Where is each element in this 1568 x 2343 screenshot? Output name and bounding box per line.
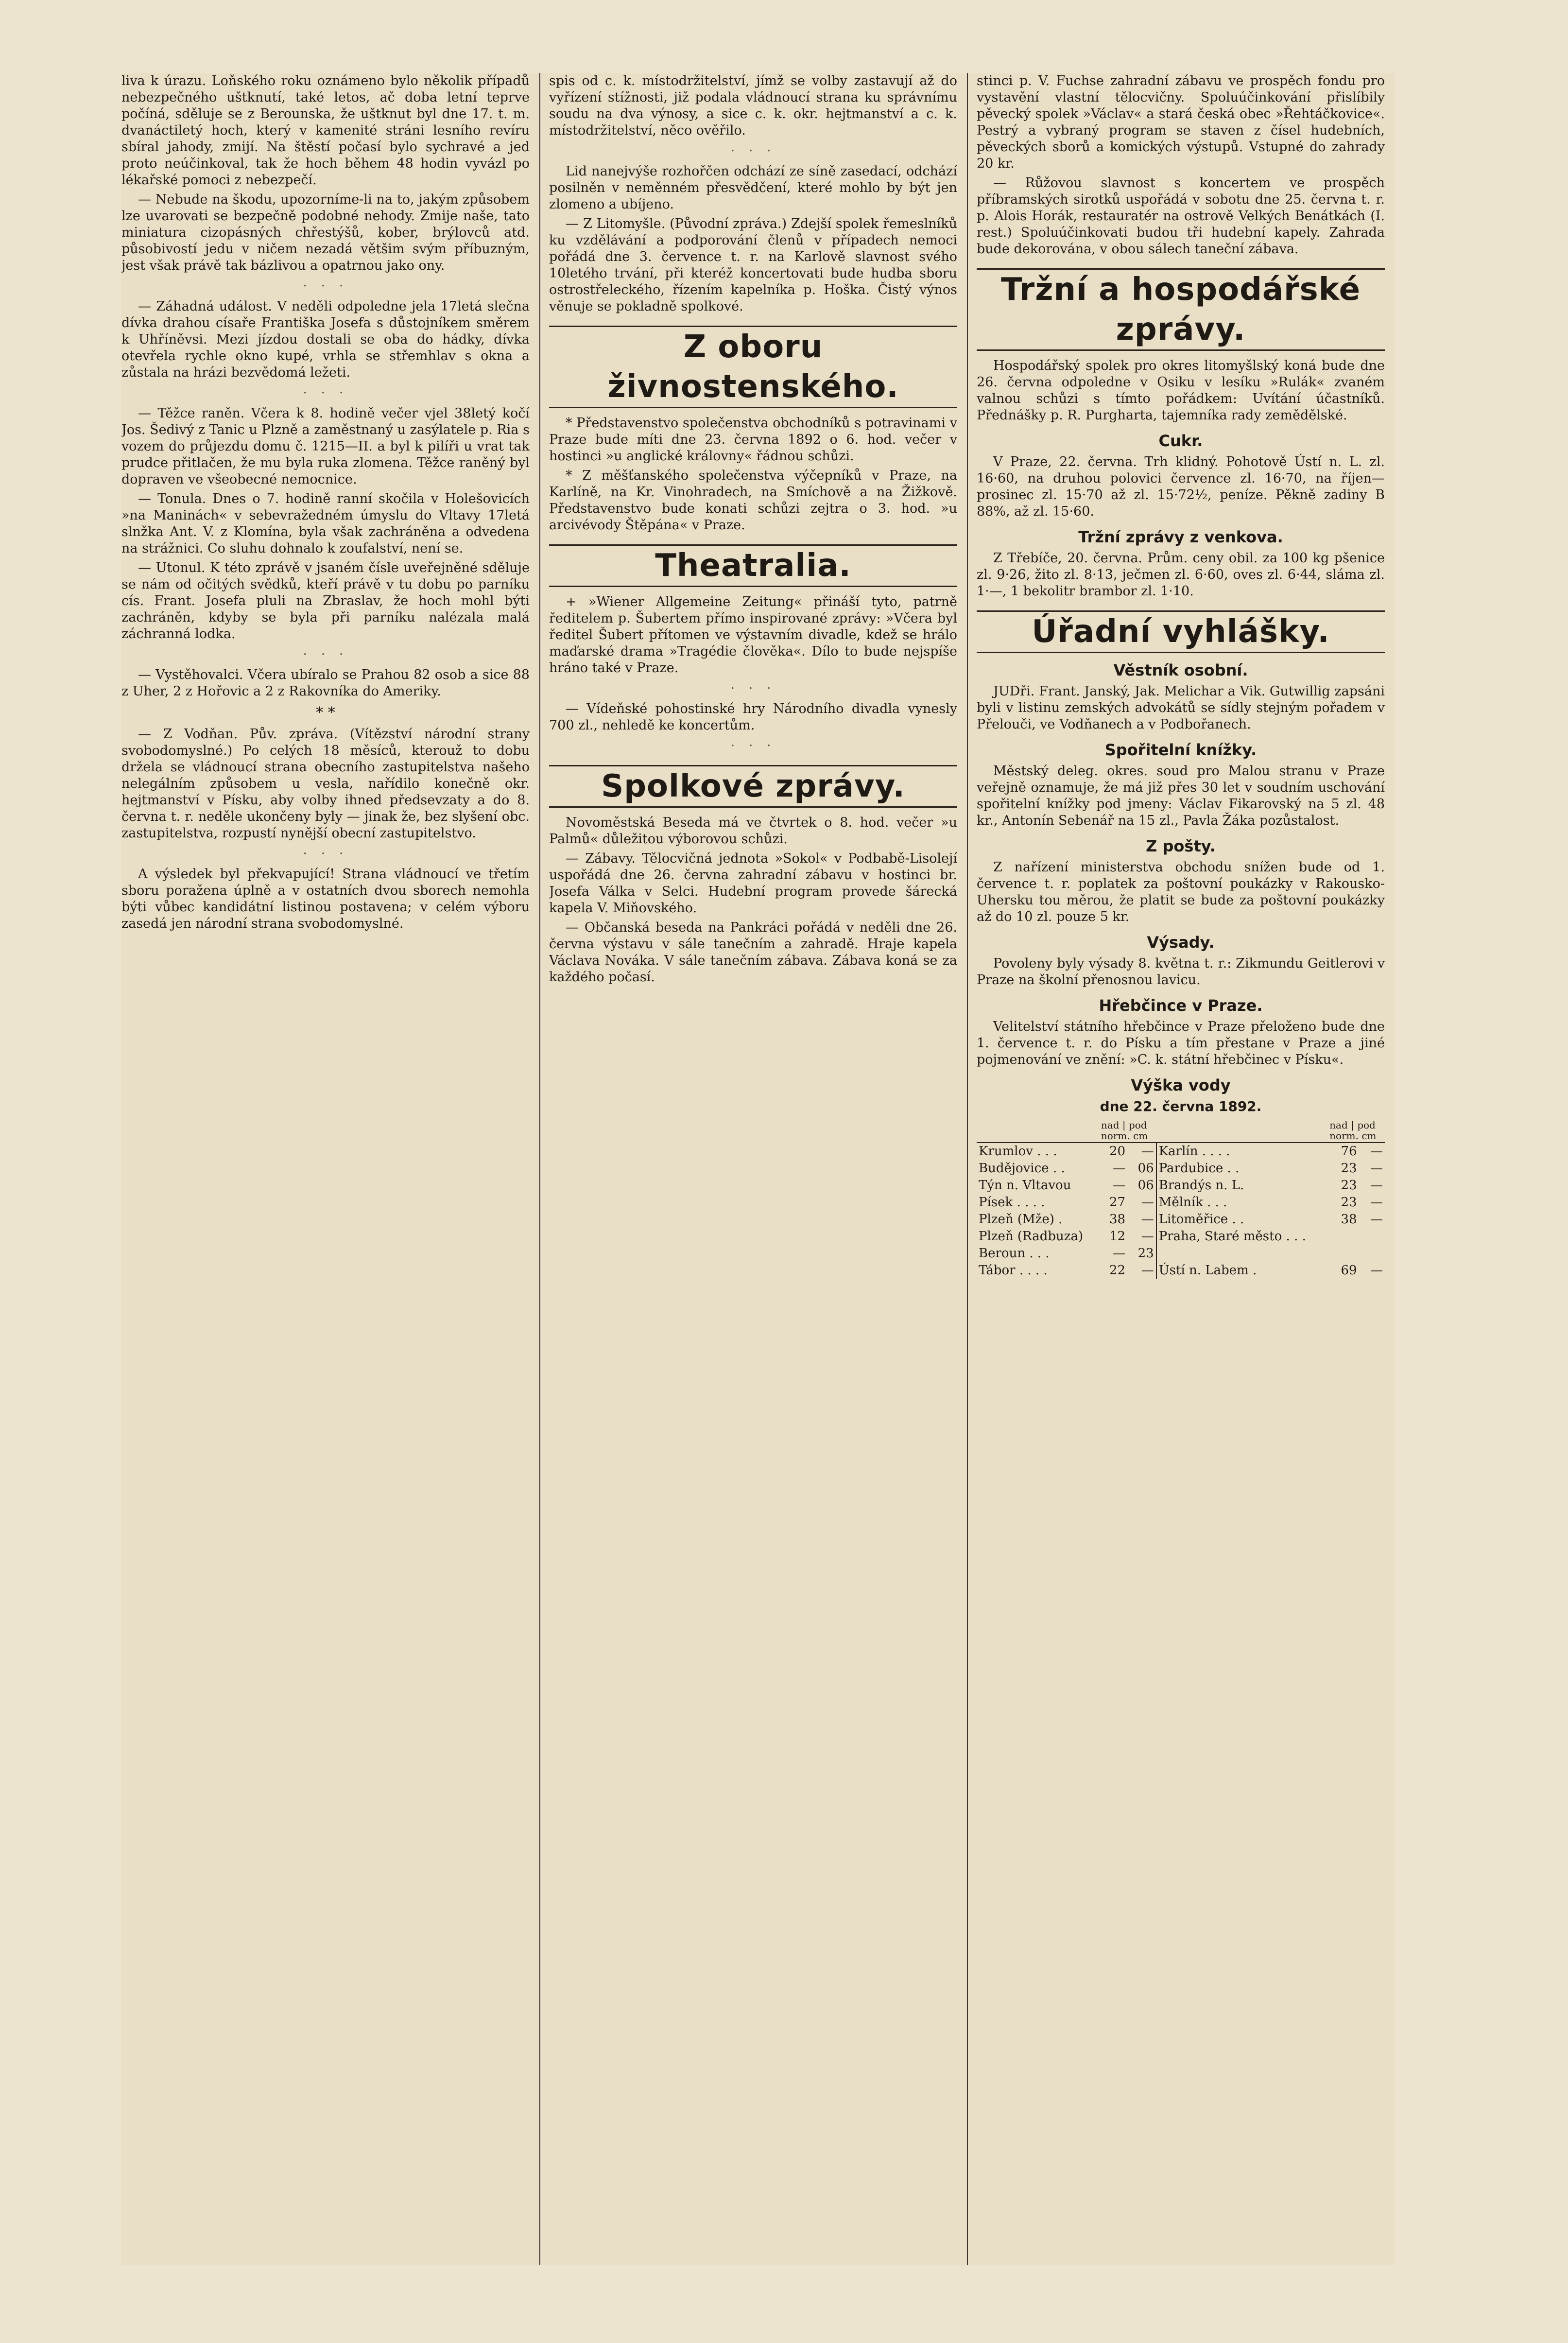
omitted-text: · · · [303,846,348,861]
station-name: Plzeň (Mže) . [979,1212,1063,1227]
article-text: V Praze, 22. června. Trh klidný. Pohotově Ústí n. L. zl. 16·60, na druhou polovici července zl. 16·70, na říjen—prosinec zl. 15·70 až zl. 15·72½, peníze. Pěkně zadiny B 88%, až zl. 15·60. [977,454,1385,519]
level-below: — [1127,1143,1156,1160]
station-name: Tábor . . . . [979,1263,1048,1278]
station-name: Budějovice . . [979,1161,1065,1176]
level-above: 20 [1109,1144,1126,1159]
column-1 [121,73,530,2265]
level-below: 06 [1127,1160,1156,1177]
level-above: 27 [1109,1195,1126,1210]
level-above [1327,1245,1359,1262]
station-name: Plzeň (Radbuza) [979,1229,1084,1244]
level-above: 38 [1341,1212,1357,1227]
level-below: — [1370,1178,1383,1193]
water-level-date: dne 22. června 1892. [1100,1098,1262,1114]
section-heading: Tržní a hospodářské zprávy. [977,268,1385,351]
level-below: — [1370,1195,1383,1210]
article-text: Povoleny byly výsady 8. května t. r.: Zikmundu Geitlerovi v Praze na školní přenosnou lavicu. [977,956,1385,988]
article-text: — Občanská beseda na Pankráci pořádá v neděli dne 26. června výstavu v sále tanečním a zahradě. Hraje kapela Václava Nováka. V sále tanečním zábava. Zábava koná se za každého počasí. [549,920,957,985]
subsection-heading: Hřebčince v Praze. [1099,996,1263,1015]
table-row [977,1160,1385,1177]
table-row [977,1211,1385,1228]
level-below [1359,1228,1385,1245]
station-name: Brandýs n. L. [1158,1178,1244,1193]
station-name: Mělník . . . [1158,1195,1227,1210]
section-heading: Úřadní vyhlášky. [977,610,1385,653]
level-below [1359,1245,1385,1262]
article-text: Novoměstská Beseda má ve čtvrtek o 8. hod. večer »u Palmů« důležitou výborovou schůzi. [549,815,957,847]
omitted-text: · · · [303,278,348,294]
water-level-table [977,1119,1385,1279]
article-text: — Nebude na škodu, upozorníme-li na to, jakým způsobem lze uvarovati se bezpečně podobné nehody. Zmije naše, tato miniatura cizopásných chřestýšů, kober, brýlovců atd. působivostí jedu v ničem nezadá většim svým příbuzným, jest však právě tak bázlivou a opatrnou jako ony. [121,192,530,273]
subsection-heading: Z pošty. [1146,837,1216,855]
level-below: — [1370,1161,1383,1176]
article-text: — Z Litomyšle. (Původní zpráva.) Zdejší spolek řemeslníků ku vzdělávání a podporování členů v případech nemoci pořádá dne 3. července t. r. na Karlově slavnost svého 10letého trvání, při kteréž koncertovati bude hudba sboru ostrostřeleckého, řízením kapelníka p. Hoška. Čistý výnos věnuje se pokladně spolkové. [549,216,957,314]
omitted-text: · · · [730,738,776,753]
article-text: Městský deleg. okres. soud pro Malou stranu v Praze veřejně oznamuje, že má již přes 30 let v soudním uschování spořitelní knížky pod jmeny: Václav Fikarovský na 5 zl. 48 kr., Antonín Sebenář na 15 zl., Pavla Žáka pozůstalost. [977,764,1385,828]
station-name: Karlín . . . . [1158,1144,1230,1159]
article-text: * Z měšťanského společenstva výčepníků v Praze, na Karlíně, na Kr. Vinohradech, na Smíchově a na Žižkově. Představenstvo bude konati schůzi zejtra o 3. hod. »u arcivévody Štěpána« v Praze. [549,468,957,533]
article-text: spis od c. k. místodržitelství, jímž se volby zastavují až do vyřízení stížnosti, již podala vládnoucí strana ku správnímu soudu na dva výnosy, a sice c. k. okr. hejtmanství a c. k. místodržitelství, něco ověřilo. [549,73,957,138]
station-name: Týn n. Vltavou [979,1178,1071,1193]
article-text: Hospodářský spolek pro okres litomyšlský koná bude dne 26. června odpoledne v Osiku v lesíku »Rulák« zvaném valnou schůzi s tímto pořádkem: Uvítání účastníků. Přednášky p. R. Purgharta, tajemníka rady zemědělské. [977,358,1385,423]
article-text: — Utonul. K této zprávě v jsaném čísle uveřejněné sděluje se nám od očitých svědků, kteří právě v tu dobu po parníku cís. Frant. Josefa pluli na Zbraslav, že hoch mohl býti zachráněn, kdyby se byla při parníku nalézala malá záchranná lodka. [121,560,530,642]
station-name: Litoměřice . . [1158,1212,1244,1227]
article-text: Lid nanejvýše rozhořčen odchází ze síně zasedací, odchází posilněn v neměnném přesvědčení, které mohlo by být jen zlomeno a ubíjeno. [549,164,957,212]
omitted-text: · · · [303,385,348,400]
level-above: — [1113,1246,1126,1261]
section-divider: * * [316,704,335,721]
article-text: Z nařízení ministerstva obchodu snížen bude od 1. července t. r. poplatek za poštovní poukázky v Rakousko-Uhersku tou měrou, že platit se bude za poštovní poukázky až do 10 zl. pouze 5 kr. [977,860,1385,924]
level-above: 12 [1109,1229,1126,1244]
article-text: JUDři. Frant. Janský, Jak. Melichar a Vik. Gutwillig zapsáni byli v listinu zemských advokátů se sídly stejným pořadem v Přelouči, ve Vodňanech a v Podbořanech. [977,684,1385,732]
level-below: 06 [1127,1177,1156,1194]
level-above: 69 [1341,1263,1357,1278]
subsection-heading: Cukr. [1158,432,1203,450]
article-text: liva k úrazu. Loňského roku oznámeno bylo několik případů nebezpečného uštknutí, také letos, ač doba letní teprve počíná, sděluje se z Berounska, že uštknut byl dne 17. t. m. dvanáctiletý hoch, který v kamenité stráni lesního revíru sbíral jahody, zmijí. Na štěstí počasí bylo sychravé a jed proto neúčinkoval, tak že hoch během 48 hodin vyvázl po lékařské pomoci z nebezpečí. [121,73,530,188]
omitted-text: · · · [303,647,348,662]
station-name: Krumlov . . . [979,1144,1057,1159]
level-below: — [1370,1144,1383,1159]
subsection-heading: Tržní zprávy z venkova. [1078,528,1283,546]
level-above [1327,1228,1359,1245]
level-above: 76 [1341,1144,1357,1159]
subsection-heading: Spořitelní knížky. [1104,741,1257,759]
level-above: 23 [1341,1195,1357,1210]
section-heading: Spolkové zprávy. [549,765,957,808]
column-3 [977,73,1385,2265]
omitted-text: · · · [730,143,776,158]
article-text: — Vídeňské pohostinské hry Národního divadla vynesly 700 zl., nehledě ke koncertům. [549,701,957,733]
level-below: — [1127,1228,1156,1245]
table-row [977,1143,1385,1160]
level-above: — [1113,1161,1126,1176]
article-text: + »Wiener Allgemeine Zeitung« přináší tyto, patrně ředitelem p. Šubertem přímo inspirované zprávy: »Včera byl ředitel Šubert přítomen ve výstavním divadle, kdež se hrálo maďarské drama »Tragédie člověka«. Dílo to bude nejspíše hráno také v Praze. [549,594,957,676]
table-row [977,1262,1385,1279]
table-row [977,1245,1385,1262]
article-text: — Růžovou slavnost s koncertem ve prospěch příbramských sirotků uspořádá v sobotu dne 25. června t. r. p. Alois Horák, restauratér na ostrově Velkých Benátkách (I. rest.) Spoluúčinkovati budou tři hudební kapely. Zahrada bude dekorována, v obou sálech taneční zábava. [977,175,1385,257]
article-text: A výsledek byl překvapující! Strana vládnoucí ve třetím sboru poražena úplně a v ostatních dvou sborech nemohla býti vůbec kandidátní listinou postavena; v celém výboru zasedá jen národní strana svobodomyslné. [121,867,530,931]
table-header: nad | pod [1101,1119,1147,1131]
column-2 [549,73,957,2265]
section-heading: Theatralia. [549,544,957,587]
article-text: Z Třebíče, 20. června. Prům. ceny obil. za 100 kg pšenice zl. 9·26, žito zl. 8·13, ječmen zl. 6·60, oves zl. 6·44, sláma zl. 1·—, 1 bekolitr brambor zl. 1·10. [977,551,1385,599]
level-above: 38 [1109,1212,1126,1227]
station-name: Beroun . . . [979,1246,1050,1261]
subsection-heading: Výsady. [1147,933,1215,952]
level-below: — [1127,1262,1156,1279]
level-below: — [1127,1211,1156,1228]
article-text: — Z Vodňan. Pův. zpráva. (Vítězství národní strany svobodomyslné.) Po celých 18 měsíců, kterouž to dobu držela se vládnoucí strana obecního zastupitelstva našeho nelegálním způsobem u vesla, nařídilo konečně okr. hejtmanství v Písku, aby volby ihned předsevzaty a do 8. června t. r. neděle ukončeny byly — jinak že, bez slyšení obc. zastupitelstva, rozpustí nynější obecní zastupitelstvo. [121,727,530,841]
article-text: * Představenstvo společenstva obchodníků s potravinami v Praze bude míti dne 23. června 1892 o 6. hod. večer v hostinci »u anglické královny« řádnou schůzi. [549,416,957,464]
table-row [977,1194,1385,1211]
table-header: nad | pod [1329,1119,1376,1131]
article-text: — Zábavy. Tělocvičná jednota »Sokol« v Podbabě-Lisolejí uspořádá dne 26. června zahradní zábavu v hostinci br. Josefa Válka v Selci. Hudební program provede šárecká kapela V. Miňovského. [549,851,957,916]
omitted-text: · · · [730,681,776,696]
station-name: Ústí n. Labem . [1158,1263,1257,1278]
table-header: norm. cm [1101,1130,1148,1142]
article-text: stinci p. V. Fuchse zahradní zábavu ve prospěch fondu pro vystavění vlastní tělocvičny. Spoluúčinkování přislíbily pěvecký spolek »Václav« a stará česká obec »Řehtáčkovice«. Pestrý a vybraný program se staven z čísel hudebních, pěveckých sborů a komických výstupů. Vstupné do zahrady 20 kr. [977,73,1385,171]
level-below: — [1127,1194,1156,1211]
water-level-title: Výška vody [1131,1076,1231,1094]
level-below: — [1370,1212,1383,1227]
table-header: norm. cm [1329,1130,1377,1142]
level-above: 23 [1341,1178,1357,1193]
level-above: 22 [1109,1263,1126,1278]
table-row [977,1177,1385,1194]
newspaper-page [121,73,1395,2265]
section-heading: Z oboru živnostenského. [549,326,957,408]
article-text: Velitelství státního hřebčince v Praze přeloženo bude dne 1. července t. r. do Písku a tím přestane v Praze a jiné pojmenování ve znění: »C. k. státní hřebčinec v Písku«. [977,1019,1385,1067]
station-name: Písek . . . . [979,1195,1045,1210]
column-divider [539,73,540,2265]
station-name: Praha, Staré město . . . [1158,1229,1306,1244]
article-text: — Vystěhovalci. Včera ubíralo se Prahou 82 osob a sice 88 z Uher, 2 z Hořovic a 2 z Rakovníka do Ameriky. [121,667,530,699]
article-text: — Tonula. Dnes o 7. hodině ranní skočila v Holešovicích »na Maninách« v sebevražedném úmyslu do Vltavy 17letá slnžka Ant. V. z Klomína, byla však zachráněna a odvedena na strážnici. Co sluhu dohnalo k zoufalství, není se. [121,491,530,556]
article-text: — Záhadná událost. V neděli odpoledne jela 17letá slečna dívka drahou císaře Františka Josefa s důstojníkem směrem k Uhříněvsi. Mezi jízdou dostali se oba do hádky, dívka otevřela rychle okno kupé, vrhla se střemhlav s okna a zůstala na hrázi bezvědomá ležeti. [121,299,530,380]
level-above: 23 [1341,1161,1357,1176]
table-row [977,1228,1385,1245]
station-name: Pardubice . . [1158,1161,1240,1176]
level-below: 23 [1127,1245,1156,1262]
level-above: — [1113,1178,1126,1193]
column-divider [967,73,968,2265]
level-below: — [1370,1263,1383,1278]
subsection-heading: Věstník osobní. [1113,661,1248,679]
article-text: — Těžce raněn. Včera k 8. hodině večer vjel 38letý kočí Jos. Šedivý z Tanic u Plzně a zaměstnaný u zasýlatele p. Ria s vozem do průjezdu domu č. 1215—II. a byl k pilíři u vrat tak prudce přitlačen, že mu byla ruka zlomena. Těžce raněný byl dopraven ve všeobecné nemocnice. [121,406,530,487]
station-name [1156,1245,1327,1262]
